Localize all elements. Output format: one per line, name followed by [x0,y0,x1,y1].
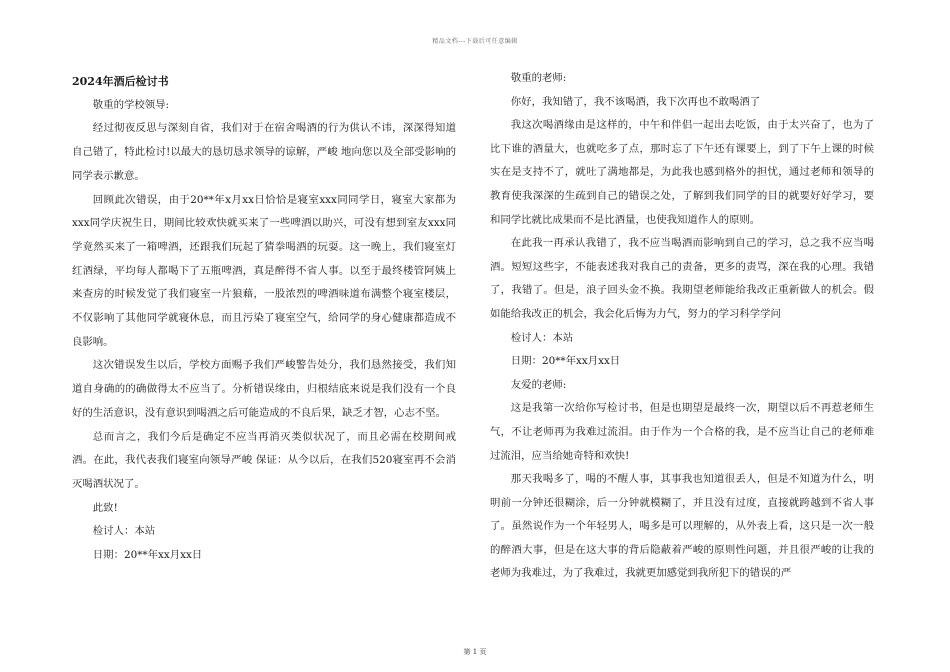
paragraph: 这是我第一次给你写检讨书，但是也期望是最终一次，期望以后不再惹老师生气，不让老师再为我难过流泪。由于作为一个合格的我，是不应当让自己的老师难过流泪，应当给她奇特和欢快! [490,402,874,462]
paragraph: 回顾此次错误，由于20**年x月xx日恰恰是寝室xxx同同学日，寝室大家都为xxx同学庆祝生日，期间比较欢快就买来了一些啤酒以助兴，可没有想到室友xxx同学竟然买来了一箱啤酒，还跟我们玩起了猜拳喝酒的玩耍。这一晚上，我们寝室灯红酒绿，平均每人都喝下了五瓶啤酒，真是醉得不省人事。以至于最终楼管阿姨上来查房的时候发觉了我们寝室一片狼藉，一股浓烈的啤酒味道布满整个寝室楼层，不仅影响了其他同学就寝休息，而且污染了寝室空气，给同学的身心健康都造成不良影响。 [72,193,456,348]
date: 日期：20**年xx月xx日 [510,355,621,368]
page-footer: 第 1 页 [463,648,487,656]
signer: 检讨人：本站 [510,331,574,344]
salutation: 友爱的老师: [510,378,567,391]
left-column [72,70,456,568]
paragraph: 我这次喝酒缘由是这样的，中午和伴侣一起出去吃饭，由于太兴奋了，也为了比下谁的酒量大，也就吃多了点，那时忘了下午还有课要上，到了下午上课的时候实在是支持不了，就吐了满地都是，为此我也感到格外的担忧，通过老师和领导的教育使我深深的生疏到自己的错误之处，了解到我们同学的目的就要好好学习，要和同学比就比成果而不是比酒量，也使我知道作人的原则。 [490,119,874,226]
paragraph: 经过彻夜反思与深刻自省，我们对于在宿舍喝酒的行为供认不讳，深深得知道自己错了，特此检讨!以最大的恳切恳求领导的谅解，严峻 地向您以及全部受影响的同学表示歉意。 [72,122,456,182]
page-header: 精品文档---下载后可任意编辑 [432,38,518,45]
paragraph: 你好，我知错了，我不该喝酒，我下次再也不敢喝酒了 [510,95,761,108]
paragraph: 在此我一再承认我错了，我不应当喝酒而影响到自己的学习，总之我不应当喝酒。短短这些字，不能表述我对我自己的责备，更多的责骂，深在我的心理。我错了，我错了。但是，浪子回头金不换。我期望老师能给我改正重新做人的机会。假如能给我改正的机会，我会化后悔为力气，努力的学习科学学问 [490,237,874,320]
signer: 检讨人：本站 [92,525,156,538]
closing: 此致! [92,501,118,514]
document-title: 2024年酒后检讨书 [72,75,169,88]
salutation: 敬重的学校领导: [92,98,170,111]
paragraph: 总而言之，我们今后是确定不应当再消灭类似状况了，而且必需在校期间戒酒。在此，我代表我们寝室向领导严峻 保证：从今以后，在我们520寝室再不会消灭喝酒状况了。 [72,430,456,490]
salutation: 敬重的老师: [510,72,567,84]
right-column [490,67,874,586]
paragraph: 那天我喝多了，喝的不醒人事，其事我也知道很丢人，但是不知道为什么，明明前一分钟还很糊涂，后一分钟就模糊了，并且没有过度，直接就跨越到不省人事了。虽然说作为一个年轻男人，喝多是可以理解的，从外表上看，这只是一次一般的醉酒大事，但是在这大事的背后隐蔽着严峻的原则性问题，并且很严峻的让我的老师为我难过，为了我难过，我就更加感觉到我所犯下的错误的严 [490,473,874,580]
paragraph: 这次错误发生以后，学校方面赐予我们严峻警告处分，我们恳然接受，我们知道自身确的的确做得太不应当了。分析错误缘由，归根结底来说是我们没有一个良好的生活意识，没有意识到喝酒之后可能造成的不良后果，缺乏才智，心志不坚。 [72,359,456,419]
date: 日期：20**年xx月xx日 [92,549,203,562]
